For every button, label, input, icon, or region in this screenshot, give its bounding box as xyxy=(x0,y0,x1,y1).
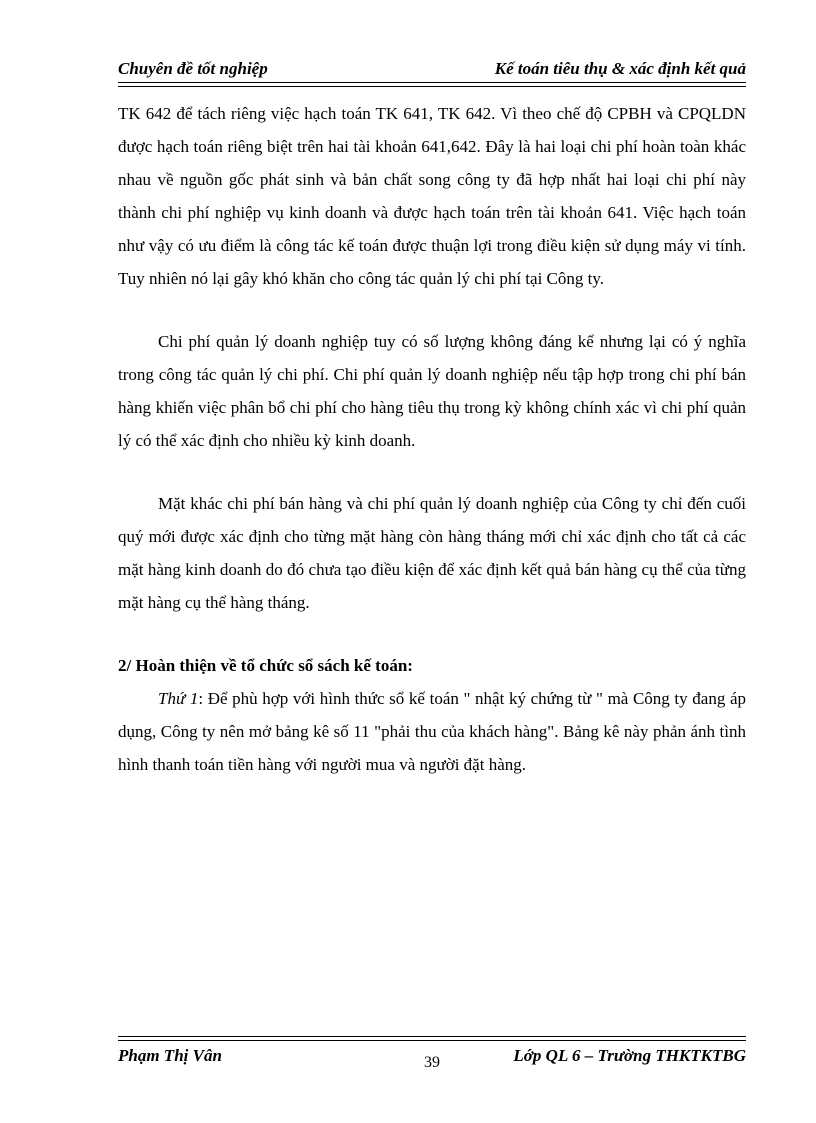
header-title-left: Chuyên đề tốt nghiệp xyxy=(118,59,268,78)
paragraph-1: TK 642 để tách riêng việc hạch toán TK 641, TK 642. Vì theo chế độ CPBH và CPQLDN được hạch toán riêng biệt trên hai tài khoản 641,642. Đây là hai loại chi phí hoàn toàn khác nhau về nguồn gốc phát sinh và bản chất song công ty đã hợp nhất hai loại chi phí này thành chi phí nghiệp vụ kinh doanh và được hạch toán trên tài khoản 641. Việc hạch toán như vậy có ưu điểm là công tác kế toán được thuận lợi trong điều kiện sử dụng máy vi tính. Tuy nhiên nó lại gây khó khăn cho công tác quản lý chi phí tại Công ty. xyxy=(118,104,746,288)
section-heading: 2/ Hoàn thiện về tổ chức sổ sách kế toán: xyxy=(118,656,413,675)
header-title-right: Kế toán tiêu thụ & xác định kết quả xyxy=(494,59,746,78)
section-body: : Để phù hợp với hình thức sổ kế toán " nhật ký chứng từ " mà Công ty đang áp dụng, Công ty nên mở bảng kê số 11 "phải thu của khách hàng". Bảng kê này phản ánh tình hình thanh toán tiền hàng với người mua và người đặt hàng. xyxy=(118,689,746,774)
page-header xyxy=(118,58,746,82)
paragraph-3: Mặt khác chi phí bán hàng và chi phí quản lý doanh nghiệp của Công ty chỉ đến cuối quý mới được xác định cho từng mặt hàng còn hàng tháng mới chỉ xác định cho tất cả các mặt hàng kinh doanh do đó chưa tạo điều kiện để xác định kết quả bán hàng cụ thể của từng mặt hàng cụ thể hàng tháng. xyxy=(118,494,746,612)
footer-author: Phạm Thị Vân xyxy=(118,1046,222,1065)
document-body xyxy=(118,97,746,781)
section-lead: Thứ 1 xyxy=(158,689,199,708)
page-number: 39 xyxy=(424,1054,440,1071)
section-paragraph xyxy=(118,682,746,781)
header-rule xyxy=(118,82,746,87)
footer-class-info: Lớp QL 6 – Trường THKTKTBG xyxy=(513,1046,746,1065)
paragraph-2: Chi phí quản lý doanh nghiệp tuy có số lượng không đáng kể nhưng lại có ý nghĩa trong công tác quản lý chi phí. Chi phí quản lý doanh nghiệp nếu tập hợp trong chi phí bán hàng khiến việc phân bổ chi phí cho hàng tiêu thụ trong kỳ không chính xác vì chi phí quản lý có thể xác định cho nhiều kỳ kinh doanh. xyxy=(118,332,746,450)
footer-rule xyxy=(118,1036,746,1041)
